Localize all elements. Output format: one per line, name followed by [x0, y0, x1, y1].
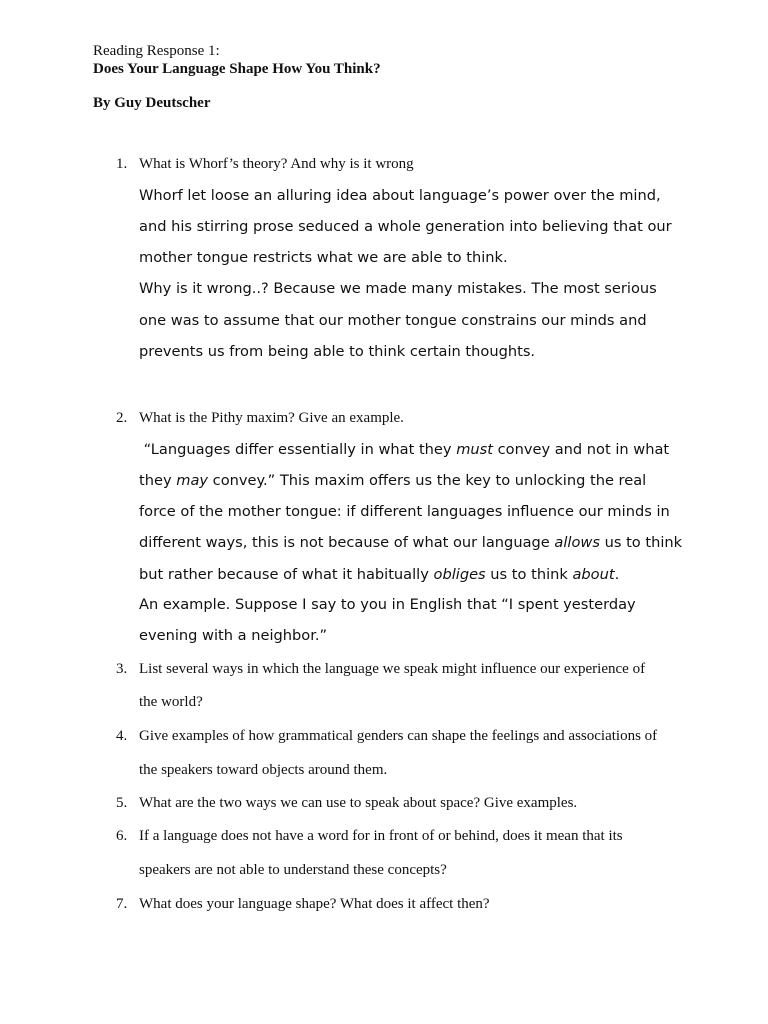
question-text: What does your language shape? What does it affect then? [139, 896, 490, 912]
question-text: the world? [139, 694, 203, 710]
list-number: 6. [116, 828, 128, 844]
answer-line: Why is it wrong..? Because we made many mistakes. The most serious [139, 280, 657, 297]
answer-text: . [614, 566, 620, 583]
answer-text: “Languages differ essentially in what they [139, 441, 457, 458]
question-text: Give examples of how grammatical genders can shape the feelings and associations of [139, 728, 658, 744]
answer-line [139, 534, 682, 551]
list-number: 2. [116, 410, 128, 426]
answer-line: Whorf let loose an alluring idea about language’s power over the mind, [139, 187, 661, 204]
answer-line: evening with a neighbor.” [139, 627, 328, 644]
answer-line: prevents us from being able to think certain thoughts. [139, 343, 536, 360]
question-text: If a language does not have a word for in front of or behind, does it mean that its [139, 828, 623, 844]
list-number: 4. [116, 728, 128, 744]
answer-line: force of the mother tongue: if different languages influence our minds in [139, 503, 670, 520]
question-text: the speakers toward objects around them. [139, 762, 388, 778]
answer-line: An example. Suppose I say to you in English that “I spent yesterday [139, 596, 636, 613]
answer-text: convey.” This maxim offers us the key to unlocking the real [208, 472, 647, 489]
question-text: speakers are not able to understand these concepts? [139, 862, 447, 878]
emphasis-text: obliges [433, 566, 486, 583]
document-label: Reading Response 1: [93, 43, 220, 59]
emphasis-text: must [456, 441, 493, 458]
answer-line: mother tongue restricts what we are able to think. [139, 249, 508, 266]
answer-text: but rather because of what it habitually [139, 566, 434, 583]
answer-line [139, 441, 669, 458]
document-title-text: Does Your Language Shape How You Think? [93, 61, 381, 77]
answer-text: convey and not in what [492, 441, 670, 458]
emphasis-text: allows [554, 534, 600, 551]
question-text: What is the Pithy maxim? Give an example. [139, 410, 404, 426]
answer-text: they [139, 472, 177, 489]
answer-text: us to think [485, 566, 573, 583]
emphasis-text: may [176, 472, 209, 489]
emphasis-text: about [572, 566, 615, 583]
list-number: 5. [116, 795, 128, 811]
question-text: What are the two ways we can use to speak about space? Give examples. [139, 795, 578, 811]
answer-line: one was to assume that our mother tongue constrains our minds and [139, 312, 647, 329]
document-author [93, 95, 211, 112]
question-text: What is Whorf’s theory? And why is it wrong [139, 156, 414, 172]
document-title [93, 61, 381, 78]
answer-text: different ways, this is not because of what our language [139, 534, 555, 551]
list-number: 1. [116, 156, 128, 172]
answer-line [139, 472, 646, 489]
list-number: 7. [116, 896, 128, 912]
answer-text: us to think [599, 534, 683, 551]
list-number: 3. [116, 661, 128, 677]
document-author-text: By Guy Deutscher [93, 95, 211, 111]
question-text: List several ways in which the language we speak might influence our experience of [139, 661, 646, 677]
answer-line: and his stirring prose seduced a whole generation into believing that our [139, 218, 672, 235]
answer-line [139, 566, 619, 583]
